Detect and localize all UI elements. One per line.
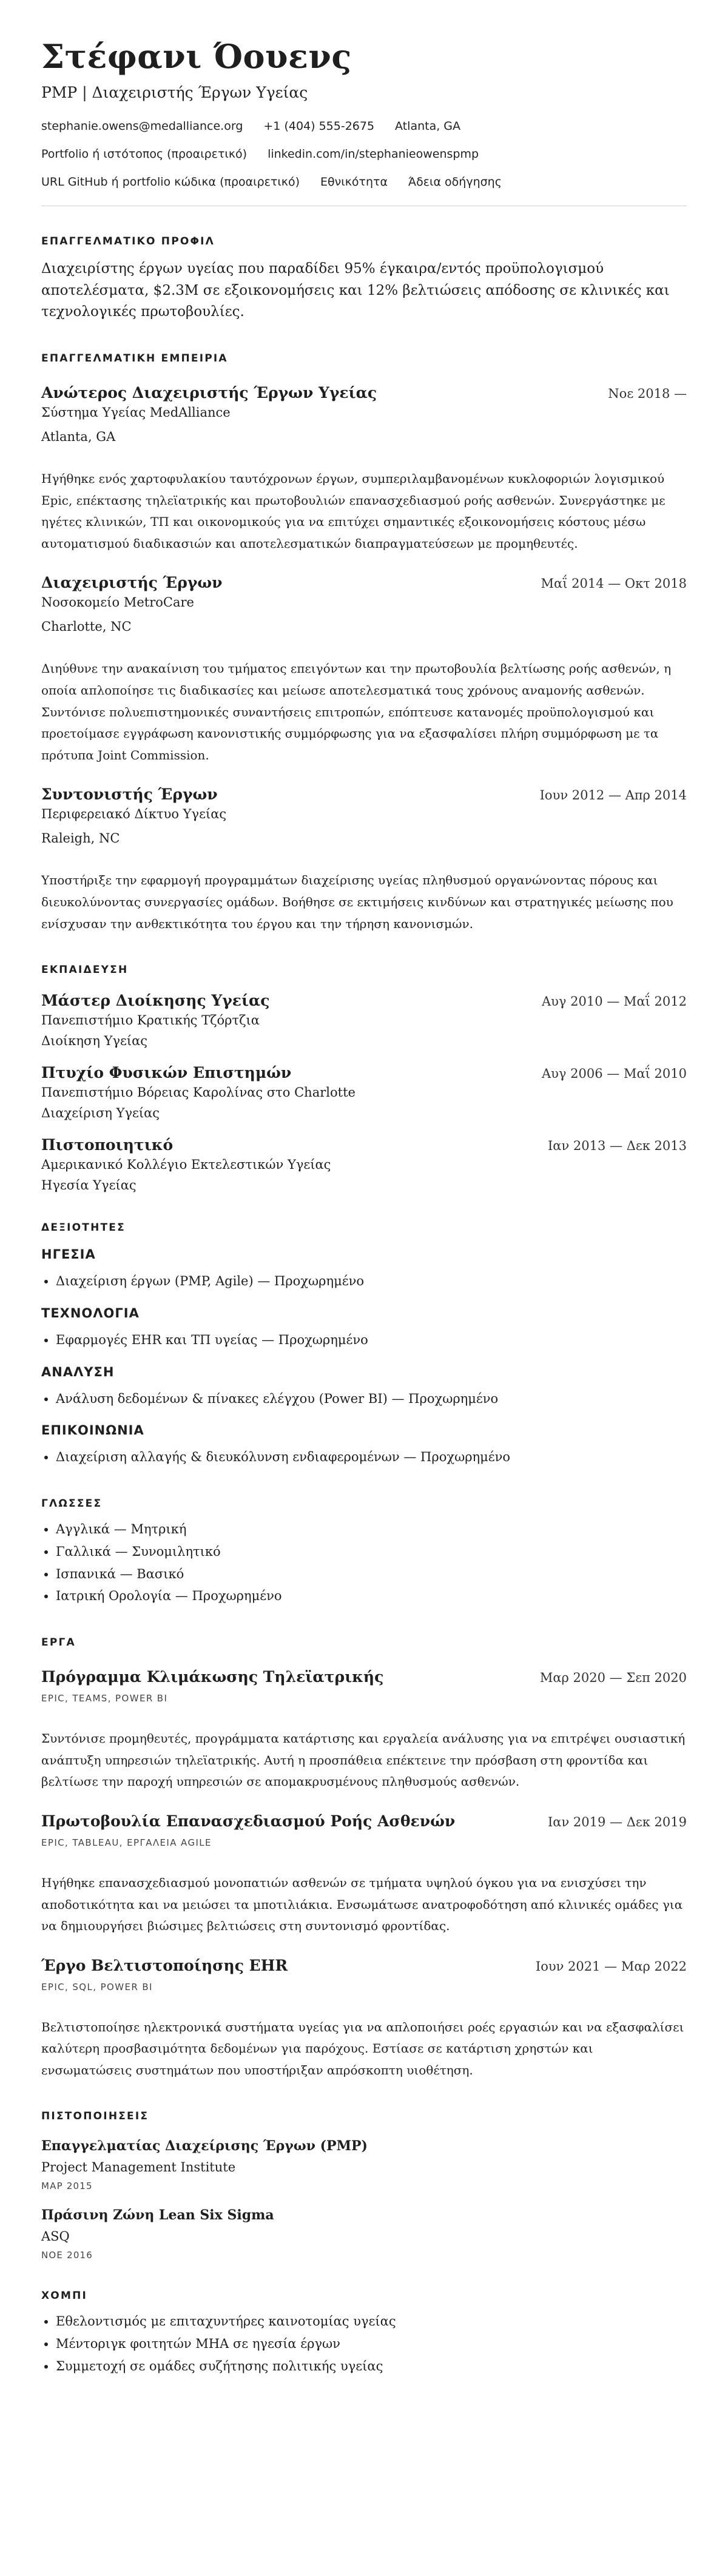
experience-entry	[41, 785, 687, 935]
project-entry	[41, 1957, 687, 2082]
certification-issuer: Project Management Institute	[41, 2160, 236, 2175]
skill-list	[41, 1446, 687, 1468]
skill-list	[41, 1388, 687, 1410]
candidate-name: Στέφανι Όουενς	[41, 37, 352, 76]
certification-date: ΝΟΕ 2016	[41, 2250, 93, 2261]
job-date: Ιουν 2012 — Απρ 2014	[539, 788, 687, 803]
contact-row-extra	[41, 175, 687, 189]
job-location: Charlotte, NC	[41, 619, 132, 634]
job-description: Ηγήθηκε ενός χαρτοφυλακίου ταυτόχρονων έργων, συμπεριλαμβανομένων κυκλοφοριών λογισμικού Epic, επέκτασης τηλεϊατρικής και πρωτοβουλιών επανασχεδιασμού ροής ασθενών. Συνεργάστηκε με ηγέτες κλινικών, ΤΠ και οικονομικούς για να επιτύχει σημαντικές εξοικονομήσεις κόστους μέσω αυτοματισμού διαδικασιών και αποτελεσματικών διαπραγματεύσεων με προμηθευτές.	[41, 471, 666, 551]
skill-item: • Διαχείριση αλλαγής & διευκόλυνση ενδιαφερομένων — Προχωρημένο	[56, 1446, 687, 1468]
project-name: Έργο Βελτιστοποίησης EHR	[41, 1956, 288, 1974]
job-title: Συντονιστής Έργων	[41, 785, 218, 804]
skill-item: • Διαχείριση έργων (PMP, Agile) — Προχωρημένο	[56, 1270, 687, 1293]
skill-category: ΕΠΙΚΟΙΝΩΝΙΑ	[41, 1423, 144, 1438]
section-title-experience: ΕΠΑΓΓΕΛΜΑΤΙΚΗ ΕΜΠΕΙΡΙΑ	[41, 352, 228, 365]
job-description: Υποστήριξε την εφαρμογή προγραμμάτων διαχείρισης υγείας πληθυσμού οργανώνοντας πόρους και διευκολύνοντας συνεργασίες ομάδων. Βοήθησε σε εκτιμήσεις κινδύνων και στρατηγικές μείωσης που ενίσχυσαν την ανθεκτικότητα του έργου και την τήρηση κανονισμών.	[41, 873, 673, 931]
project-date: Μαρ 2020 — Σεπ 2020	[539, 1670, 687, 1686]
job-location: Raleigh, NC	[41, 831, 120, 846]
hobby-item: • Μέντοριγκ φοιτητών MHA σε ηγεσία έργων	[56, 2333, 687, 2355]
job-title: Διαχειριστής Έργων	[41, 574, 223, 592]
study-field: Ηγεσία Υγείας	[41, 1178, 136, 1193]
certification-entry	[41, 2207, 687, 2261]
degree-title: Πιστοποιητικό	[41, 1136, 174, 1154]
project-description: Βελτιστοποίησε ηλεκτρονικά συστήματα υγείας για να απλοποιήσει ροές εργασιών και να εξασφαλίσει καλύτερη προσβασιμότητα δεδομένων για παρόχους. Εστίασε σε κατάρτιση χρηστών και ενσωματώσεις συστημάτων που υποστήριξαν απρόσκοπτη υιοθέτηση.	[41, 2019, 684, 2077]
project-description: Ηγήθηκε επανασχεδιασμού μονοπατιών ασθενών σε τμήματα υψηλού όγκου για να ενισχύσει την αποδοτικότητα και να μειώσει τα μποτιλιάκια. Ενσωμάτωσε ανατροφοδότηση από κλινικές ομάδες για να δημιουργήσει βιώσιμες βελτιώσεις στη συντονισμό φροντίδας.	[41, 1875, 683, 1934]
study-field: Διοίκηση Υγείας	[41, 1034, 148, 1049]
study-field: Διαχείριση Υγείας	[41, 1106, 160, 1121]
degree-date: Αυγ 2010 — Μαΐ 2012	[542, 994, 687, 1009]
language-list	[41, 1518, 687, 1607]
certification-name: Πράσινη Ζώνη Lean Six Sigma	[41, 2207, 274, 2224]
hobby-item: • Συμμετοχή σε ομάδες συζήτησης πολιτικής υγείας	[56, 2355, 687, 2378]
degree-date: Αυγ 2006 — Μαΐ 2010	[542, 1066, 687, 1081]
school-name: Πανεπιστήμιο Κρατικής Τζόρτζια	[41, 1013, 260, 1028]
skill-category: ΑΝΑΛΥΣΗ	[41, 1364, 115, 1379]
job-title: Ανώτερος Διαχειριστής Έργων Υγείας	[41, 384, 377, 402]
skill-category: ΤΕΧΝΟΛΟΓΙΑ	[41, 1305, 140, 1320]
language-item: • Ιατρική Ορολογία — Προχωρημένο	[56, 1585, 687, 1607]
portfolio-link[interactable]: Portfolio ή ιστότοπος (προαιρετικό)	[41, 147, 248, 161]
school-name: Πανεπιστήμιο Βόρειας Καρολίνας στο Charlotte	[41, 1085, 356, 1100]
section-title-education: ΕΚΠΑΙΔΕΥΣΗ	[41, 964, 129, 977]
degree-title: Πτυχίο Φυσικών Επιστημών	[41, 1064, 292, 1082]
job-date: Μαΐ 2014 — Οκτ 2018	[541, 576, 687, 591]
section-title-hobbies: ΧΟΜΠΙ	[41, 2290, 88, 2302]
hobby-list	[41, 2310, 687, 2377]
skill-group	[41, 1247, 687, 1293]
experience-entry	[41, 574, 687, 766]
project-tags: EPIC, TEAMS, POWER BI	[41, 1693, 168, 1704]
education-entry	[41, 992, 687, 1048]
skill-item: • Ανάλυση δεδομένων & πίνακες ελέγχου (Power BI) — Προχωρημένο	[56, 1388, 687, 1410]
email-link[interactable]: stephanie.owens@medalliance.org	[41, 119, 243, 133]
project-entry	[41, 1668, 687, 1793]
headline: PMP | Διαχειριστής Έργων Υγείας	[41, 84, 308, 102]
contact-row-links	[41, 147, 687, 161]
contact-row-primary	[41, 119, 687, 133]
job-description: Διηύθυνε την ανακαίνιση του τμήματος επειγόντων και την πρωτοβουλία βελτίωσης ροής ασθενών, η οποία απλοποίησε τις διαδικασίες και μείωσε αποτελεσματικά τους χρόνους αναμονής ασθενών. Συντόνισε πολυεπιστημονικές συναντήσεις επιτροπών, επόπτευσε κατανομές προϋπολογισμού και προετοίμασε εγγράφωση κανονιστικής συμμόρφωσης για να εξασφαλίσει πλήρη συμμόρφωση με τα πρότυπα Joint Commission.	[41, 661, 672, 762]
project-tags: EPIC, SQL, POWER BI	[41, 1981, 153, 1993]
school-name: Αμερικανικό Κολλέγιο Εκτελεστικών Υγείας	[41, 1157, 331, 1172]
license-text: Άδεια οδήγησης	[408, 175, 502, 189]
section-title-languages: ΓΛΩΣΣΕΣ	[41, 1498, 103, 1510]
project-name: Πρόγραμμα Κλιμάκωσης Τηλεϊατρικής	[41, 1668, 384, 1686]
nationality-text: Εθνικότητα	[320, 175, 388, 189]
skill-list	[41, 1270, 687, 1293]
education-entry	[41, 1064, 687, 1120]
language-item: • Γαλλικά — Συνομιλητικό	[56, 1541, 687, 1563]
language-item: • Ισπανικά — Βασικό	[56, 1563, 687, 1586]
certification-date: ΜΑΡ 2015	[41, 2181, 93, 2192]
section-title-projects: ΕΡΓΑ	[41, 1636, 76, 1649]
certification-name: Επαγγελματίας Διαχείρισης Έργων (PMP)	[41, 2138, 368, 2154]
section-title-certifications: ΠΙΣΤΟΠΟΙΗΣΕΙΣ	[41, 2110, 149, 2123]
certification-issuer: ASQ	[41, 2229, 70, 2244]
project-date: Ιουν 2021 — Μαρ 2022	[535, 1959, 687, 1974]
certification-entry	[41, 2138, 687, 2191]
education-entry	[41, 1136, 687, 1192]
job-organization: Σύστημα Υγείας MedAlliance	[41, 405, 231, 420]
section-title-skills: ΔΕΞΙΟΤΗΤΕΣ	[41, 1222, 126, 1234]
project-date: Ιαν 2019 — Δεκ 2019	[547, 1814, 687, 1829]
linkedin-link[interactable]: linkedin.com/in/stephanieowenspmp	[268, 147, 479, 161]
project-name: Πρωτοβουλία Επανασχεδιασμού Ροής Ασθενών	[41, 1812, 456, 1830]
hobby-item: • Εθελοντισμός με επιταχυντήρες καινοτομίας υγείας	[56, 2310, 687, 2333]
skill-group	[41, 1306, 687, 1351]
job-date: Νοε 2018 —	[608, 386, 687, 402]
project-description: Συντόνισε προμηθευτές, προγράμματα κατάρτισης και εργαλεία ανάλυσης για να επιτρέψει ουσιαστική ανάπτυξη υπηρεσιών τηλεϊατρικής. Αυτή η προσπάθεια επέκτεινε την πρόσβαση στη φροντίδα και βελτίωσε την παροχή υπηρεσιών σε απομακρυσμένους πληθυσμούς ασθενών.	[41, 1731, 686, 1789]
skill-group	[41, 1423, 687, 1468]
job-location: Atlanta, GA	[41, 429, 116, 445]
skill-group	[41, 1365, 687, 1410]
skill-list	[41, 1329, 687, 1351]
location-text: Atlanta, GA	[395, 119, 461, 133]
github-link[interactable]: URL GitHub ή portfolio κώδικα (προαιρετικό)	[41, 175, 300, 189]
degree-date: Ιαν 2013 — Δεκ 2013	[547, 1138, 687, 1154]
job-organization: Περιφερειακό Δίκτυο Υγείας	[41, 807, 227, 822]
language-item: • Αγγλικά — Μητρική	[56, 1518, 687, 1541]
skill-item: • Εφαρμογές EHR και ΤΠ υγείας — Προχωρημένο	[56, 1329, 687, 1351]
profile-summary: Διαχειρίστης έργων υγείας που παραδίδει 95% έγκαιρα/εντός προϋπολογισμού αποτελέσματα, $2.3M σε εξοικονομήσεις και 12% βελτιώσεις απόδοσης σε κλινικές και τεχνολογικές πρωτοβουλίες.	[41, 261, 670, 320]
skill-category: ΗΓΕΣΙΑ	[41, 1247, 96, 1262]
phone-text: +1 (404) 555-2675	[263, 119, 375, 133]
job-organization: Νοσοκομείο MetroCare	[41, 595, 194, 610]
section-title-profile: ΕΠΑΓΓΕΛΜΑΤΙΚΟ ΠΡΟΦΙΛ	[41, 235, 215, 248]
experience-entry	[41, 384, 687, 554]
project-entry	[41, 1812, 687, 1937]
project-tags: EPIC, TABLEAU, ΕΡΓΑΛΕΙΑ AGILE	[41, 1837, 212, 1848]
degree-title: Μάστερ Διοίκησης Υγείας	[41, 992, 270, 1010]
